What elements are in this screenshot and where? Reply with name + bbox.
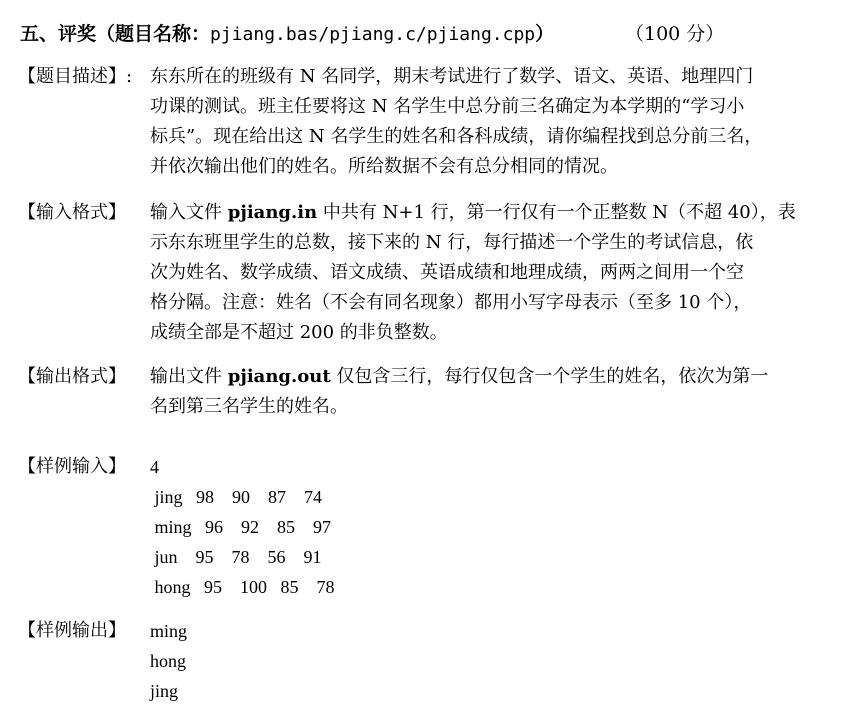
sample-input-block — [150, 452, 335, 602]
sample-output-label: 【样例输出】 — [18, 620, 126, 641]
output-format-label: 【输出格式】 — [18, 366, 126, 387]
output-format-line: 名到第三名学生的姓名。 — [150, 396, 348, 417]
sample-input-line: ming 96 92 85 97 — [150, 517, 332, 537]
title-prefix: 五、评奖（题目名称： — [20, 23, 211, 45]
output-filename: pjiang.out — [227, 366, 331, 387]
description-line: 东东所在的班级有 N 名同学，期末考试进行了数学、语文、英语、地理四门 — [150, 66, 754, 87]
problem-score: （100 分） — [625, 23, 725, 45]
input-format-text — [150, 198, 820, 348]
input-format-line — [150, 198, 820, 228]
description-label: 【题目描述】: — [18, 66, 133, 87]
output-format-line — [150, 362, 820, 392]
description-text — [150, 62, 820, 182]
input-format-label: 【输入格式】 — [18, 202, 126, 223]
input-format-line: 成绩全部是不超过 200 的非负整数。 — [150, 322, 448, 343]
description-line: 标兵”。现在给出这 N 名学生的姓名和各科成绩，请你编程找到总分前三名， — [150, 126, 763, 147]
sample-output-line: hong — [150, 651, 186, 671]
sample-input-line: jun 95 78 56 91 — [150, 547, 322, 567]
sample-input-line: jing 98 90 87 74 — [150, 487, 323, 507]
sample-input-line: hong 95 100 85 78 — [150, 577, 335, 597]
sample-input-line: 4 — [150, 457, 159, 477]
output-format-line1-post: 仅包含三行，每行仅包含一个学生的姓名，依次为第一 — [330, 366, 769, 387]
description-line: 功课的测试。班主任要将这 N 名学生中总分前三名确定为本学期的“学习小 — [150, 96, 745, 117]
sample-output-block — [150, 616, 187, 706]
output-format-line1-pre: 输出文件 — [150, 366, 228, 387]
input-format-line: 格分隔。注意：姓名（不会有同名现象）都用小写字母表示（至多 10 个）， — [150, 292, 752, 313]
input-format-line: 示东东班里学生的总数，接下来的 N 行，每行描述一个学生的考试信息，依 — [150, 232, 754, 253]
input-format-line: 次为姓名、数学成绩、语文成绩、英语成绩和地理成绩，两两之间用一个空 — [150, 262, 744, 283]
output-format-text — [150, 362, 820, 422]
title-suffix: ） — [535, 23, 555, 45]
input-format-line1-post: 中共有 N+1 行，第一行仅有一个正整数 N（不超 40），表 — [317, 202, 796, 223]
description-line: 并依次输出他们的姓名。所给数据不会有总分相同的情况。 — [150, 156, 618, 177]
sample-output-line: jing — [150, 681, 179, 701]
problem-title — [20, 21, 820, 48]
input-format-line1-pre: 输入文件 — [150, 202, 228, 223]
sample-output-line: ming — [150, 621, 188, 641]
sample-input-label: 【样例输入】 — [18, 456, 126, 477]
input-filename: pjiang.in — [227, 202, 318, 223]
title-filenames: pjiang.bas/pjiang.c/pjiang.cpp — [210, 24, 536, 45]
